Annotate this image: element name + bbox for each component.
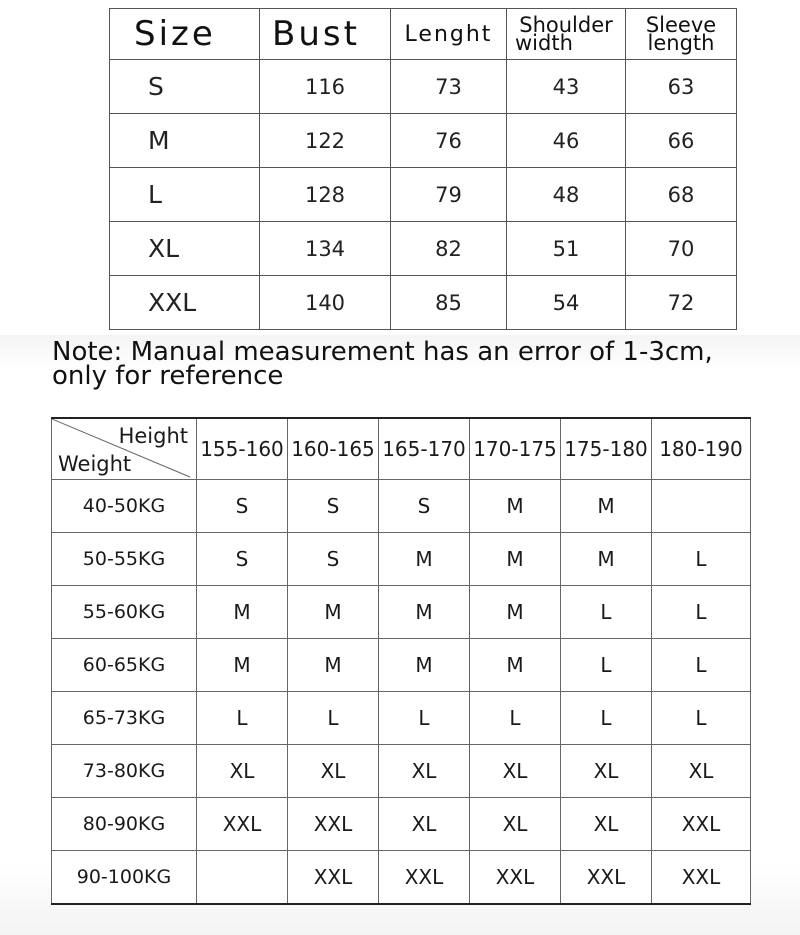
recommended-size-cell: S — [379, 480, 470, 533]
recommended-size-cell: XL — [561, 798, 652, 851]
recommended-size-cell: S — [197, 533, 288, 586]
recommended-size-cell: M — [561, 533, 652, 586]
recommended-size-cell: M — [379, 586, 470, 639]
fit-row — [52, 480, 751, 533]
recommended-size-cell: L — [652, 639, 751, 692]
bust-cell: 134 — [260, 222, 391, 276]
recommended-size-cell: L — [197, 692, 288, 745]
sleeve-cell: 68 — [626, 168, 737, 222]
shoulder-cell: 48 — [507, 168, 626, 222]
shoulder-cell: 51 — [507, 222, 626, 276]
height-range-header: 180-190 — [652, 418, 751, 480]
size-row-xl — [110, 222, 737, 276]
recommended-size-cell: M — [470, 639, 561, 692]
corner-height-label: Height — [118, 424, 188, 448]
recommended-size-cell: S — [197, 480, 288, 533]
recommended-size-cell — [652, 480, 751, 533]
corner-weight-label: Weight — [58, 452, 132, 476]
recommended-size-cell: XXL — [197, 798, 288, 851]
height-range-header: 175-180 — [561, 418, 652, 480]
bust-cell: 122 — [260, 114, 391, 168]
recommended-size-cell: L — [288, 692, 379, 745]
length-cell: 76 — [391, 114, 507, 168]
fit-row — [52, 745, 751, 798]
size-row-m — [110, 114, 737, 168]
size-cell: L — [110, 168, 260, 222]
recommended-size-cell: L — [379, 692, 470, 745]
recommended-size-cell: M — [288, 639, 379, 692]
recommended-size-cell: L — [652, 692, 751, 745]
recommended-size-cell: XXL — [561, 851, 652, 905]
weight-range-cell: 55-60KG — [52, 586, 197, 639]
recommended-size-cell: XL — [561, 745, 652, 798]
fit-row — [52, 851, 751, 905]
recommended-size-cell: M — [288, 586, 379, 639]
recommended-size-cell: XL — [288, 745, 379, 798]
fit-row — [52, 692, 751, 745]
header-bust: Bust — [260, 9, 391, 60]
length-cell: 79 — [391, 168, 507, 222]
header-shoulder-line2: width — [515, 31, 573, 55]
header-size: Size — [110, 9, 260, 60]
weight-range-cell: 60-65KG — [52, 639, 197, 692]
recommended-size-cell: XXL — [288, 851, 379, 905]
recommended-size-cell: XL — [470, 745, 561, 798]
bust-cell: 128 — [260, 168, 391, 222]
size-row-xxl — [110, 276, 737, 330]
shoulder-cell: 46 — [507, 114, 626, 168]
size-cell: XXL — [110, 276, 260, 330]
recommended-size-cell: XL — [379, 798, 470, 851]
recommended-size-cell: M — [379, 533, 470, 586]
corner-cell — [52, 418, 197, 480]
header-shoulder-line1: Shoulder — [519, 13, 613, 37]
recommended-size-cell: L — [561, 639, 652, 692]
header-sleeve-length — [626, 9, 737, 60]
recommended-size-cell — [197, 851, 288, 905]
sleeve-cell: 63 — [626, 60, 737, 114]
recommended-size-cell: L — [652, 586, 751, 639]
bust-cell: 140 — [260, 276, 391, 330]
weight-range-cell: 40-50KG — [52, 480, 197, 533]
sleeve-cell: 66 — [626, 114, 737, 168]
note-line-1: Note: Manual measurement has an error of 1-3cm, — [52, 337, 713, 367]
recommended-size-cell: XL — [470, 798, 561, 851]
recommended-size-cell: M — [470, 480, 561, 533]
recommended-size-cell: L — [561, 692, 652, 745]
sleeve-cell: 70 — [626, 222, 737, 276]
header-sleeve-line1: Sleeve — [645, 13, 717, 37]
sleeve-cell: 72 — [626, 276, 737, 330]
fit-row — [52, 639, 751, 692]
recommended-size-cell: L — [561, 586, 652, 639]
shoulder-cell: 54 — [507, 276, 626, 330]
recommended-size-cell: XXL — [652, 798, 751, 851]
height-range-header: 155-160 — [197, 418, 288, 480]
height-range-header: 165-170 — [379, 418, 470, 480]
note-line-2: only for reference — [52, 361, 284, 391]
fit-row — [52, 798, 751, 851]
size-cell: M — [110, 114, 260, 168]
weight-range-cell: 80-90KG — [52, 798, 197, 851]
recommended-size-cell: S — [288, 480, 379, 533]
weight-range-cell: 73-80KG — [52, 745, 197, 798]
fit-row — [52, 533, 751, 586]
recommended-size-cell: M — [379, 639, 470, 692]
size-cell: S — [110, 60, 260, 114]
recommended-size-cell: M — [561, 480, 652, 533]
recommended-size-cell: M — [470, 586, 561, 639]
weight-range-cell: 65-73KG — [52, 692, 197, 745]
fit-chart-header-row — [52, 418, 751, 480]
height-range-header: 160-165 — [288, 418, 379, 480]
bust-cell: 116 — [260, 60, 391, 114]
weight-range-cell: 50-55KG — [52, 533, 197, 586]
recommended-size-cell: XXL — [379, 851, 470, 905]
weight-range-cell: 90-100KG — [52, 851, 197, 905]
header-length: Lenght — [391, 9, 507, 60]
size-cell: XL — [110, 222, 260, 276]
recommended-size-cell: L — [652, 533, 751, 586]
header-sleeve-line2: length — [647, 31, 715, 55]
fit-chart-table — [51, 417, 751, 905]
recommended-size-cell: XL — [379, 745, 470, 798]
recommended-size-cell: XL — [652, 745, 751, 798]
header-shoulder-width — [507, 9, 626, 60]
length-cell: 82 — [391, 222, 507, 276]
recommended-size-cell: L — [470, 692, 561, 745]
length-cell: 73 — [391, 60, 507, 114]
recommended-size-cell: M — [197, 586, 288, 639]
recommended-size-cell: M — [470, 533, 561, 586]
recommended-size-cell: XXL — [652, 851, 751, 905]
recommended-size-cell: XL — [197, 745, 288, 798]
fit-row — [52, 586, 751, 639]
measurement-note — [52, 337, 772, 391]
fit-chart-body — [52, 480, 751, 905]
size-row-l — [110, 168, 737, 222]
recommended-size-cell: M — [197, 639, 288, 692]
height-range-header: 170-175 — [470, 418, 561, 480]
recommended-size-cell: XXL — [288, 798, 379, 851]
length-cell: 85 — [391, 276, 507, 330]
size-chart-header-row — [110, 9, 737, 60]
size-chart-table — [109, 8, 737, 330]
recommended-size-cell: XXL — [470, 851, 561, 905]
recommended-size-cell: S — [288, 533, 379, 586]
size-row-s — [110, 60, 737, 114]
shoulder-cell: 43 — [507, 60, 626, 114]
